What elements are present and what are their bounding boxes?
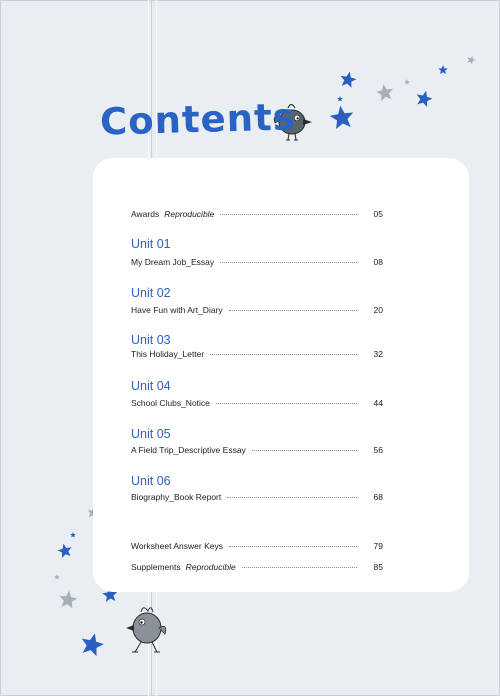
toc-label: Awards	[131, 209, 160, 219]
star-icon	[58, 589, 78, 609]
toc-row-unit-06[interactable]	[131, 492, 383, 502]
toc-page-number: 32	[373, 349, 383, 359]
dot-leader	[210, 354, 357, 355]
unit-heading: Unit 03	[131, 333, 171, 347]
star-icon	[414, 89, 434, 108]
toc-label: School Clubs_Notice	[131, 398, 210, 408]
toc-page-number: 85	[373, 562, 383, 572]
star-icon	[337, 96, 343, 101]
dot-leader	[229, 546, 357, 547]
toc-row-unit-01[interactable]	[131, 257, 383, 267]
toc-label: A Field Trip_Descriptive Essay	[131, 445, 246, 455]
dot-leader	[227, 497, 357, 498]
toc-label: Biography_Book Report	[131, 492, 222, 502]
dot-leader	[242, 567, 357, 568]
toc-row-unit-04[interactable]	[131, 398, 383, 408]
unit-heading: Unit 02	[131, 286, 171, 300]
toc-page-number: 79	[373, 541, 383, 551]
star-icon	[70, 532, 76, 537]
toc-row-unit-03[interactable]	[131, 349, 383, 359]
star-icon	[54, 574, 60, 579]
bird-icon	[126, 608, 166, 652]
toc-note: Reproducible	[185, 562, 236, 572]
toc-note: Reproducible	[164, 209, 215, 219]
toc-page-number: 56	[373, 445, 383, 455]
page-title: Contents	[99, 95, 297, 144]
dot-leader	[216, 403, 357, 404]
toc-page-number: 05	[373, 209, 383, 219]
unit-heading: Unit 05	[131, 427, 171, 441]
star-icon	[404, 79, 410, 84]
star-icon	[56, 542, 73, 558]
toc-page-number: 68	[373, 492, 383, 502]
star-icon	[466, 54, 477, 65]
star-icon	[339, 70, 358, 88]
dot-leader	[220, 262, 357, 263]
dot-leader	[229, 310, 357, 311]
unit-heading: Unit 06	[131, 474, 171, 488]
unit-heading: Unit 01	[131, 237, 171, 251]
toc-label: This Holiday_Letter	[131, 349, 205, 359]
toc-page-number: 08	[373, 257, 383, 267]
toc-row-unit-05[interactable]	[131, 445, 383, 455]
unit-heading: Unit 04	[131, 379, 171, 393]
toc-page-number: 20	[373, 305, 383, 315]
star-icon	[438, 65, 448, 74]
star-icon	[79, 631, 106, 658]
contents-card	[93, 158, 469, 592]
toc-page-number: 44	[373, 398, 383, 408]
toc-row-worksheet[interactable]	[131, 541, 383, 551]
star-icon	[329, 104, 356, 130]
toc-label: My Dream Job_Essay	[131, 257, 215, 267]
toc-label: Supplements	[131, 562, 181, 572]
star-icon	[375, 83, 395, 102]
toc-row-awards[interactable]	[131, 209, 383, 219]
dot-leader	[252, 450, 357, 451]
toc-label: Have Fun with Art_Diary	[131, 305, 223, 315]
dot-leader	[220, 214, 357, 215]
toc-row-supplements[interactable]	[131, 562, 383, 572]
toc-label: Worksheet Answer Keys	[131, 541, 223, 551]
toc-row-unit-02[interactable]	[131, 305, 383, 315]
